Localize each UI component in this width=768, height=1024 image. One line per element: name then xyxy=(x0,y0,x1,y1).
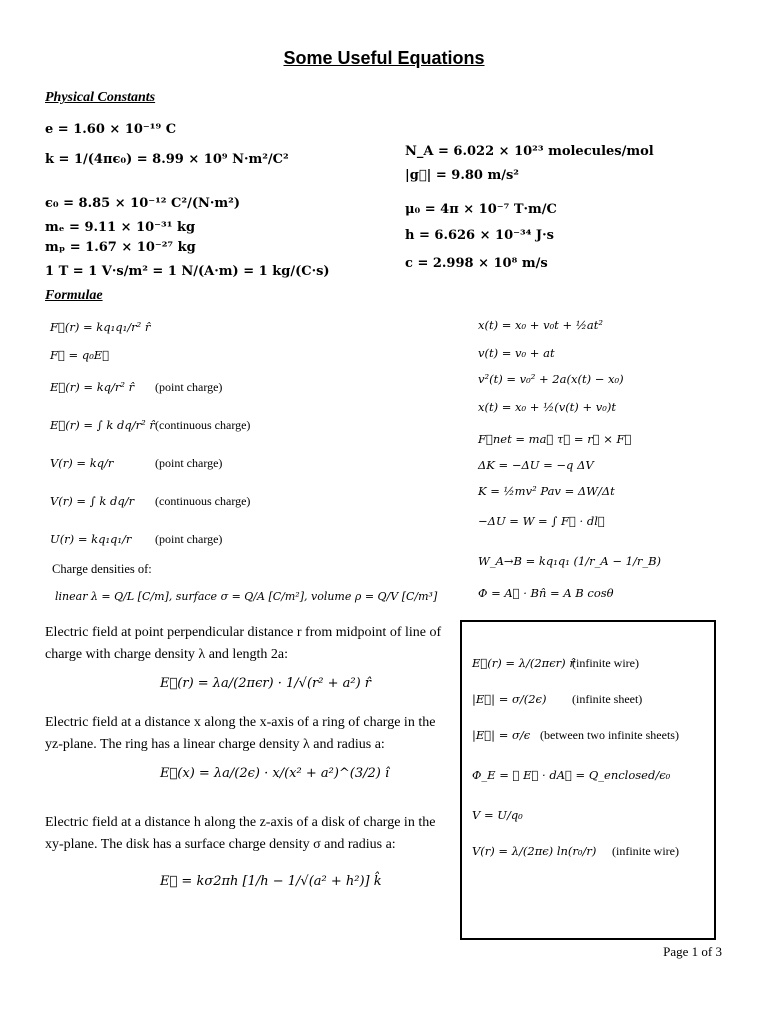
paragraph-ring-charge: Electric field at a distance x along the x-axis of a ring of charge in the yz-plane. The ring has a linear charge density λ and radius a: xyxy=(45,715,436,752)
formula-potential-energy: U(r) = kq₁q₁/r xyxy=(50,532,132,546)
formula-potential-continuous: V(r) = ∫ k dq/r xyxy=(50,494,135,508)
formula-field-point-note: (point charge) xyxy=(155,380,223,394)
box-note-two-sheets: (between two infinite sheets) xyxy=(540,728,679,742)
box-eq-wire-potential: V(r) = λ/(2πϵ) ln(r₀/r) xyxy=(472,844,597,858)
formula-force-field: F⃗ = q₀E⃗ xyxy=(50,348,110,362)
equation-ring-charge: E⃗(x) = λa/(2ϵ) · x/(x² + a²)^(3/2) î xyxy=(160,766,390,781)
box-eq-potential-energy-ratio: V = U/q₀ xyxy=(472,808,523,822)
constant-planck: h = 6.626 × 10⁻³⁴ J·s xyxy=(405,228,554,243)
formula-work: −ΔU = W = ∫ F⃗ · dl⃗ xyxy=(478,514,605,528)
box-eq-gauss-law: Φ_E = ∮ E⃗ · dA⃗ = Q_enclosed/ϵ₀ xyxy=(472,768,671,782)
formula-work-ab: W_A→B = kq₁q₁ (1/r_A − 1/r_B) xyxy=(478,554,662,568)
constant-avogadro: N_A = 6.022 × 10²³ molecules/mol xyxy=(405,144,654,159)
formula-energy-change: ΔK = −ΔU = −q ΔV xyxy=(478,458,594,472)
formula-potential-continuous-note: (continuous charge) xyxy=(155,494,251,508)
paragraph-line-charge: Electric field at point perpendicular distance r from midpoint of line of charge with charge density λ and length 2a: xyxy=(45,625,442,662)
box-eq-infinite-sheet: |E⃗| = σ/(2ϵ) xyxy=(472,692,547,706)
formula-kinematics-average: x(t) = x₀ + ½(v(t) + v₀)t xyxy=(478,400,616,414)
box-eq-two-sheets: |E⃗| = σ/ϵ xyxy=(472,728,531,742)
constant-gravity: |g⃗| = 9.80 m/s² xyxy=(405,168,519,183)
equation-line-charge: E⃗(r) = λa/(2πϵr) · 1/√(r² + a²) r̂ xyxy=(160,676,371,691)
charge-densities-label: Charge densities of: xyxy=(52,562,152,576)
formula-kinematics-velocity: v(t) = v₀ + at xyxy=(478,346,555,360)
equation-disk-charge: E⃗ = kσ2πh [1/h − 1/√(a² + h²)] k̂ xyxy=(160,874,382,889)
formula-potential-energy-note: (point charge) xyxy=(155,532,223,546)
formula-field-point: E⃗(r) = kq/r² r̂ xyxy=(50,380,135,394)
section-heading-constants: Physical Constants xyxy=(45,90,156,105)
formula-field-continuous: E⃗(r) = ∫ k dq/r² r̂ xyxy=(50,418,155,432)
box-note-wire-potential: (infinite wire) xyxy=(612,844,679,858)
constant-coulomb-k: k = 1/(4πϵ₀) = 8.99 × 10⁹ N·m²/C² xyxy=(45,152,289,167)
constant-electron-charge: e = 1.60 × 10⁻¹⁹ C xyxy=(45,122,177,137)
constant-epsilon0: ϵ₀ = 8.85 × 10⁻¹² C²/(N·m²) xyxy=(45,196,240,211)
formula-coulomb-force: F⃗(r) = kq₁q₁/r² r̂ xyxy=(50,320,151,334)
page-title: Some Useful Equations xyxy=(283,48,485,68)
charge-densities: linear λ = Q/L [C/m], surface σ = Q/A [C/m²], volume ρ = Q/V [C/m³] xyxy=(55,590,438,603)
constant-electron-mass: mₑ = 9.11 × 10⁻³¹ kg xyxy=(45,220,196,235)
constant-mu0: μ₀ = 4π × 10⁻⁷ T·m/C xyxy=(405,202,557,217)
constant-proton-mass: mₚ = 1.67 × 10⁻²⁷ kg xyxy=(45,240,196,255)
box-note-infinite-wire: (infinite wire) xyxy=(572,656,639,670)
paragraph-disk-charge: Electric field at a distance h along the z-axis of a disk of charge in the xy-plane. The disk has a surface charge density σ and radius a: xyxy=(45,815,436,852)
box-note-infinite-sheet: (infinite sheet) xyxy=(572,692,643,706)
box-eq-infinite-wire: E⃗(r) = λ/(2πϵr) r̂ xyxy=(472,656,575,670)
formula-potential-point: V(r) = kq/r xyxy=(50,456,114,470)
boxed-equations-panel xyxy=(460,620,716,940)
constant-light-speed: c = 2.998 × 10⁸ m/s xyxy=(405,256,548,271)
section-heading-formulae: Formulae xyxy=(45,288,103,303)
page-number: Page 1 of 3 xyxy=(663,944,722,959)
formula-potential-point-note: (point charge) xyxy=(155,456,223,470)
formula-kinetic-power: K = ½mv² Pav = ΔW/Δt xyxy=(478,484,615,498)
formula-kinematics-velocity-squared: v²(t) = v₀² + 2a(x(t) − x₀) xyxy=(478,372,624,386)
formula-flux: Φ = A⃗ · Bn̂ = A B cosθ xyxy=(478,586,614,600)
formula-kinematics-position: x(t) = x₀ + v₀t + ½at² xyxy=(478,318,603,332)
formula-newton-torque: F⃗net = ma⃗ τ⃗ = r⃗ × F⃗ xyxy=(478,432,632,446)
formula-field-continuous-note: (continuous charge) xyxy=(155,418,251,432)
constant-tesla: 1 T = 1 V·s/m² = 1 N/(A·m) = 1 kg/(C·s) xyxy=(45,264,330,279)
